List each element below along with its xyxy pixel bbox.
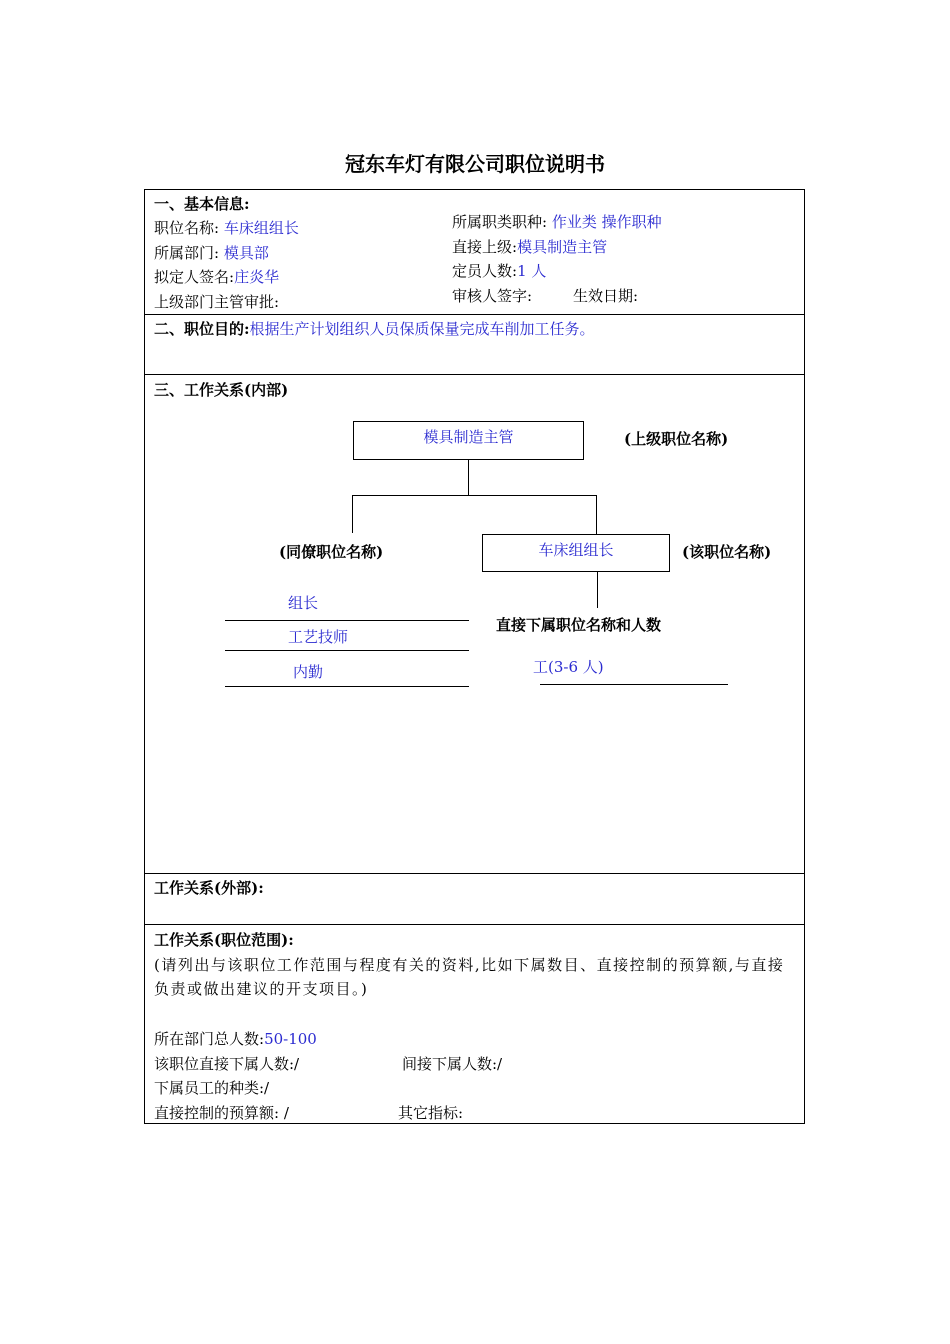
org-connector <box>468 460 469 496</box>
peer-item: 组长 <box>288 594 319 612</box>
supervisor-label: 直接上级: <box>452 238 518 256</box>
category-field <box>452 211 662 232</box>
subordinate-underline <box>540 684 728 685</box>
budget-field: 直接控制的预算额: / <box>154 1104 289 1122</box>
superior-position-box: 模具制造主管 <box>353 421 584 460</box>
job-title-label: 职位名称: <box>154 219 220 237</box>
org-connector <box>596 495 597 534</box>
section-basic-heading: 一、基本信息: <box>154 195 250 213</box>
purpose-value: 根据生产计划组织人员保质保量完成车削加工任务。 <box>249 320 595 338</box>
peer-underline <box>225 686 469 687</box>
org-connector <box>597 572 598 608</box>
author-label: 拟定人签名: <box>154 268 235 286</box>
direct-subordinates-field: 该职位直接下属人数:/ <box>154 1055 300 1073</box>
approval-field: 上级部门主管审批: <box>154 293 280 311</box>
dept-total-label: 所在部门总人数: <box>154 1030 265 1048</box>
headcount-label: 定员人数: <box>452 262 518 280</box>
department-value: 模具部 <box>223 244 269 262</box>
peer-note: (同僚职位名称) <box>279 543 384 561</box>
peer-item: 内勤 <box>293 663 324 681</box>
category-value: 作业类 操作职种 <box>551 213 662 231</box>
department-label: 所属部门: <box>154 244 220 262</box>
indirect-subordinates-field: 间接下属人数:/ <box>402 1055 503 1073</box>
section-internal-heading: 三、工作关系(内部) <box>154 381 289 399</box>
subordinate-heading: 直接下属职位名称和人数 <box>496 616 662 634</box>
org-connector <box>352 495 353 533</box>
row-divider <box>144 873 805 874</box>
row-divider <box>144 314 805 315</box>
effective-date-field: 生效日期: <box>573 287 639 305</box>
this-position-box: 车床组组长 <box>482 534 670 572</box>
author-value: 庄炎华 <box>234 268 280 286</box>
this-position-note: (该职位名称) <box>682 543 772 561</box>
scope-description-line: (请列出与该职位工作范围与程度有关的资料,比如下属数目、直接控制的预算额,与直接 <box>154 956 785 974</box>
section-scope-heading: 工作关系(职位范围): <box>154 931 294 949</box>
purpose-field <box>154 318 595 339</box>
peer-item: 工艺技师 <box>288 628 349 646</box>
peer-underline <box>225 620 469 621</box>
row-divider <box>144 924 805 925</box>
job-title-value: 车床组组长 <box>223 219 299 237</box>
subordinate-types-field: 下属员工的种类:/ <box>154 1079 270 1097</box>
other-indicators-field: 其它指标: <box>398 1104 464 1122</box>
department-field <box>154 242 269 263</box>
row-divider <box>144 374 805 375</box>
dept-total-field <box>154 1028 317 1049</box>
peer-underline <box>225 650 469 651</box>
supervisor-field <box>452 236 607 257</box>
org-connector <box>352 495 597 496</box>
section-external-heading: 工作关系(外部): <box>154 879 264 897</box>
headcount-field <box>452 260 546 281</box>
superior-note: (上级职位名称) <box>624 430 729 448</box>
subordinate-value: 工(3-6 人) <box>533 658 604 676</box>
job-title-field <box>154 217 299 238</box>
page-title: 冠东车灯有限公司职位说明书 <box>345 152 605 176</box>
section-purpose-heading: 二、职位目的: <box>154 320 250 338</box>
author-field <box>154 266 279 287</box>
reviewer-field: 审核人签字: <box>452 287 533 305</box>
supervisor-value: 模具制造主管 <box>517 238 608 256</box>
headcount-value: 1 人 <box>517 262 547 280</box>
dept-total-value: 50-100 <box>264 1030 317 1048</box>
category-label: 所属职类职种: <box>452 213 548 231</box>
scope-description-line: 负责或做出建议的开支项目。) <box>154 980 369 998</box>
